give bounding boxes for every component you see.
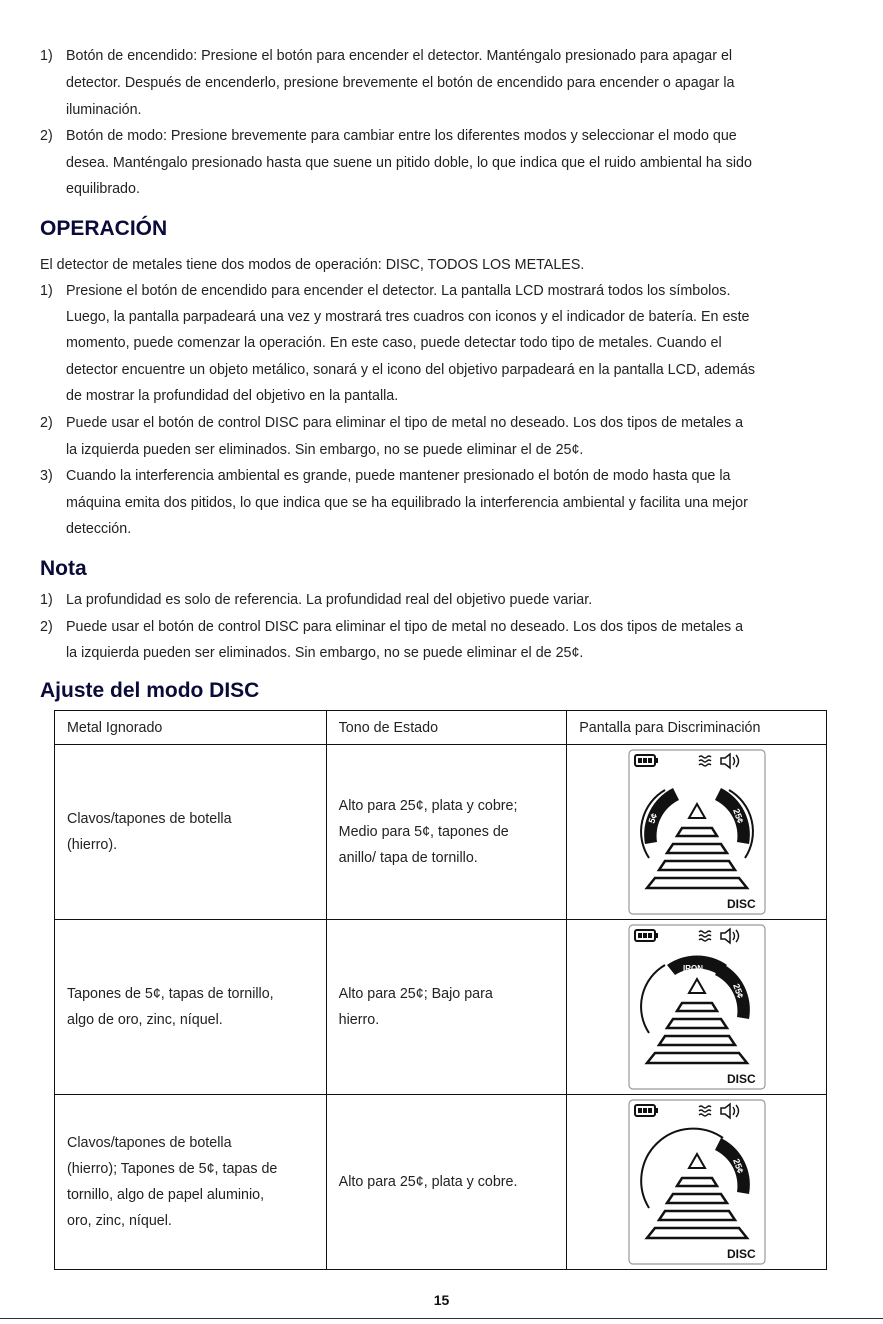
list-number: 2) (40, 415, 53, 431)
paragraph-line: detector. Después de encenderlo, presione brevemente el botón de encendido para encender o apagar la (66, 75, 735, 91)
footer-rule (0, 1318, 883, 1319)
lcd-mode-label: DISC (726, 1247, 756, 1261)
lcd-screen-illustration (627, 923, 767, 1091)
cell-line: Alto para 25¢; Bajo para (338, 986, 493, 1002)
cell-line: Tapones de 5¢, tapas de tornillo, (67, 986, 274, 1002)
column-header: Tono de Estado (326, 711, 567, 745)
paragraph-line: la izquierda pueden ser eliminados. Sin embargo, no se puede eliminar el de 25¢. (66, 442, 584, 458)
table-row (55, 920, 827, 1095)
disc-mode-table (54, 710, 827, 1270)
cell-line: oro, zinc, níquel. (67, 1213, 172, 1229)
paragraph-line: Puede usar el botón de control DISC para eliminar el tipo de metal no deseado. Los dos tipos de metales a (66, 619, 744, 635)
table-row (55, 745, 827, 920)
paragraph-line: detector encuentre un objeto metálico, sonará y el icono del objetivo parpadeará en la pantalla LCD, además (66, 362, 756, 378)
lcd-mode-label: DISC (726, 897, 756, 911)
lcd-display-cell (567, 1095, 827, 1270)
ignored-metal-cell (55, 920, 327, 1095)
paragraph-line: Cuando la interferencia ambiental es grande, puede mantener presionado el botón de modo hasta que la (66, 468, 731, 484)
paragraph-line: máquina emita dos pitidos, lo que indica que se ha equilibrado la interferencia ambiental y facilita una mejor (66, 495, 748, 511)
lcd-display-cell (567, 745, 827, 920)
cell-line: anillo/ tapa de tornillo. (338, 850, 478, 866)
section-heading-operacion: OPERACIÓN (40, 217, 168, 240)
cell-line: (hierro). (67, 837, 118, 853)
cell-line: tornillo, algo de papel aluminio, (67, 1187, 265, 1203)
list-number: 2) (40, 128, 53, 144)
table-row (55, 1095, 827, 1270)
status-tone-cell (326, 1095, 567, 1270)
cell-line: (hierro); Tapones de 5¢, tapas de (67, 1161, 278, 1177)
cell-line: Clavos/tapones de botella (67, 1135, 232, 1151)
paragraph-line: Puede usar el botón de control DISC para eliminar el tipo de metal no deseado. Los dos tipos de metales a (66, 415, 744, 431)
list-number: 1) (40, 592, 53, 608)
paragraph-line: equilibrado. (66, 181, 140, 197)
battery-icon (635, 1105, 658, 1116)
battery-icon (635, 930, 658, 941)
lcd-segment-label: 25¢ (730, 1157, 746, 1175)
status-tone-cell (326, 920, 567, 1095)
paragraph-line: detección. (66, 521, 132, 537)
cell-line: Alto para 25¢, plata y cobre. (338, 1174, 518, 1190)
battery-icon (635, 755, 658, 766)
paragraph-line: momento, puede comenzar la operación. En este caso, puede detectar todo tipo de metales. Cuando el (66, 335, 722, 351)
status-tone-cell (326, 745, 567, 920)
column-header: Pantalla para Discriminación (567, 711, 827, 745)
list-number: 1) (40, 283, 53, 299)
cell-line: Alto para 25¢, plata y cobre; (338, 798, 518, 814)
table-header-row (55, 711, 827, 745)
column-header: Metal Ignorado (55, 711, 327, 745)
list-number: 3) (40, 468, 53, 484)
lcd-segment-label: 5¢ (646, 811, 659, 825)
paragraph-line: Presione el botón de encendido para encender el detector. La pantalla LCD mostrará todos los símbolos. (66, 283, 731, 299)
ignored-metal-cell (55, 745, 327, 920)
section-heading-nota: Nota (40, 557, 87, 580)
lcd-screen-illustration (627, 748, 767, 916)
ignored-metal-cell (55, 1095, 327, 1270)
paragraph-line: El detector de metales tiene dos modos de operación: DISC, TODOS LOS METALES. (40, 257, 585, 273)
lcd-segment-label: 25¢ (730, 807, 746, 825)
page-number: 15 (433, 1292, 450, 1308)
lcd-screen-illustration (627, 1098, 767, 1266)
lcd-segment-label: 25¢ (730, 982, 746, 1000)
paragraph-line: Botón de encendido: Presione el botón para encender el detector. Manténgalo presionado para apagar el (66, 48, 733, 64)
paragraph-line: Botón de modo: Presione brevemente para cambiar entre los diferentes modos y seleccionar el modo que (66, 128, 737, 144)
paragraph-line: La profundidad es solo de referencia. La profundidad real del objetivo puede variar. (66, 592, 593, 608)
cell-line: algo de oro, zinc, níquel. (67, 1012, 223, 1028)
cell-line: Medio para 5¢, tapones de (338, 824, 509, 840)
paragraph-line: de mostrar la profundidad del objetivo en la pantalla. (66, 388, 399, 404)
list-number: 2) (40, 619, 53, 635)
lcd-segment-label: IRON (682, 964, 703, 973)
paragraph-line: desea. Manténgalo presionado hasta que suene un pitido doble, lo que indica que el ruido ambiental ha sido (66, 155, 752, 171)
lcd-mode-label: DISC (726, 1072, 756, 1086)
cell-line: Clavos/tapones de botella (67, 811, 232, 827)
section-heading-disc: Ajuste del modo DISC (40, 679, 260, 702)
list-number: 1) (40, 48, 53, 64)
paragraph-line: la izquierda pueden ser eliminados. Sin embargo, no se puede eliminar el de 25¢. (66, 645, 584, 661)
paragraph-line: iluminación. (66, 102, 142, 118)
paragraph-line: Luego, la pantalla parpadeará una vez y mostrará tres cuadros con iconos y el indicador de batería. En este (66, 309, 750, 325)
cell-line: hierro. (338, 1012, 380, 1028)
lcd-display-cell (567, 920, 827, 1095)
